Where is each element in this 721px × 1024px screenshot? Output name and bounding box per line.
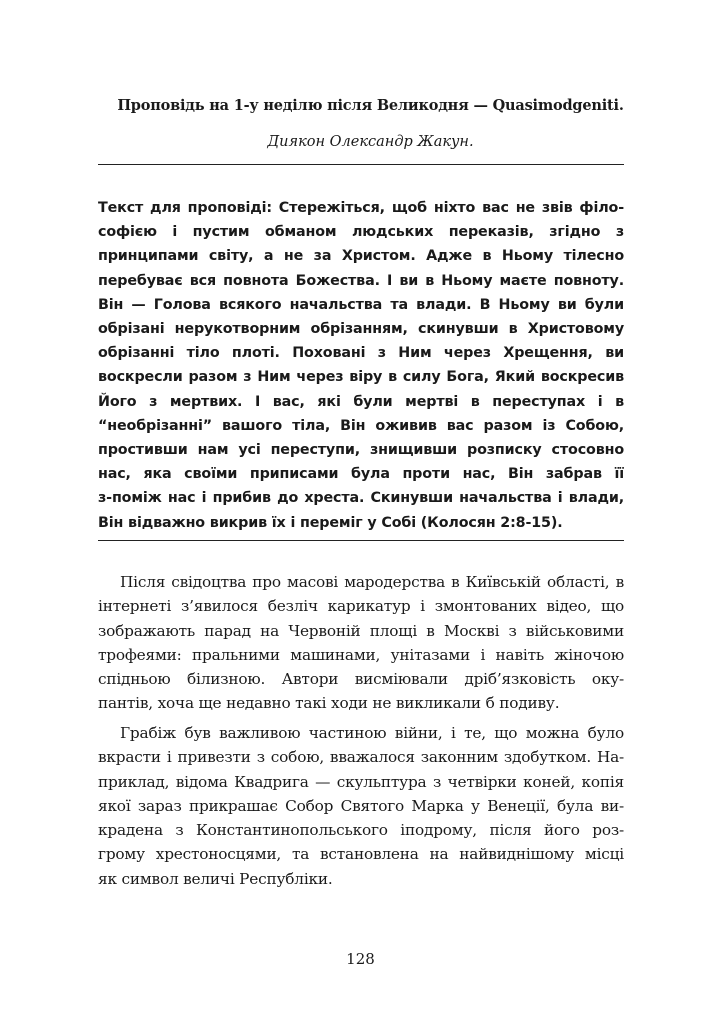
paragraph-line: вкрасти і привезти з собою, вважалося законним здобутком. На- xyxy=(98,748,624,767)
paragraph-line: зображають парад на Червоній площі в Москві з військовими xyxy=(98,621,624,640)
paragraph-line: якої зараз прикрашає Собор Святого Марка у Венеції, була ви- xyxy=(98,796,624,815)
scripture-line: Він відважно викрив їх і переміг у Собі (Колосян 2:8-15). xyxy=(98,514,563,531)
scripture-line: обрізанні тіло плоті. Поховані з Ним через Хрещення, ви xyxy=(98,345,624,362)
paragraph-line: грому хрестоносцями, та встановлена на найвиднішому місці xyxy=(98,845,624,864)
scripture-line: з-поміж нас і прибив до хреста. Скинувши начальства і влади, xyxy=(98,490,624,507)
paragraph-line: спідньою білизною. Автори висміювали дріб’язковість оку- xyxy=(98,670,624,689)
scripture-line: принципами світу, а не за Христом. Адже в Ньому тілесно xyxy=(98,248,624,265)
scripture-line: Текст для проповіді: Стережіться, щоб ніхто вас не звів філо- xyxy=(98,200,624,216)
scripture-line: “необрізанні” вашого тіла, Він оживив вас разом із Собою, xyxy=(98,417,624,434)
page-number: 128 xyxy=(346,950,375,968)
sermon-title: Проповідь на 1-у неділю після Великодня — Quasimodgeniti. xyxy=(117,97,624,114)
divider-bottom xyxy=(98,540,624,541)
paragraph-line: Грабіж був важливою частиною війни, і те, що можна було xyxy=(120,724,624,742)
paragraph-line: інтернеті з’явилося безліч карикатур і змонтованих відео, що xyxy=(98,597,624,616)
divider-top xyxy=(98,164,624,165)
scripture-line: Він — Голова всякого начальства та влади. В Ньому ви були xyxy=(98,296,624,313)
paragraph-line: трофеями: пральними машинами, унітазами і навіть жіночою xyxy=(98,645,624,664)
scripture-line: Його з мертвих. І вас, які були мертві в переступах і в xyxy=(98,393,624,410)
sermon-author: Диякон Олександр Жакун. xyxy=(267,134,474,150)
scripture-line: нас, яка своїми приписами була проти нас, Він забрав її xyxy=(98,466,624,483)
paragraph-line: Після свідоцтва про масові мародерства в Київській області, в xyxy=(120,573,624,591)
paragraph-line: як символ величі Республіки. xyxy=(98,869,333,888)
paragraph-line: крадена з Константинопольського іподрому, після його роз- xyxy=(98,821,624,840)
scripture-text xyxy=(98,196,624,535)
scripture-line: обрізані нерукотворним обрізанням, скинувши в Христовому xyxy=(98,321,624,338)
body-paragraph-1 xyxy=(98,570,624,716)
scripture-line: софією і пустим обманом людських переказів, згідно з xyxy=(98,224,624,241)
body-paragraph-2 xyxy=(98,721,624,891)
scripture-line: воскресли разом з Ним через віру в силу Бога, Який воскресив xyxy=(98,369,624,386)
scripture-line: простивши нам усі переступи, знищивши розписку стосовно xyxy=(98,442,624,459)
paragraph-line: приклад, відома Квадрига — скульптура з четвірки коней, копія xyxy=(98,772,624,791)
scripture-line: перебуває вся повнота Божества. І ви в Ньому маєте повноту. xyxy=(98,272,624,289)
paragraph-line: пантів, хоча ще недавно такі ходи не викликали б подиву. xyxy=(98,694,560,713)
